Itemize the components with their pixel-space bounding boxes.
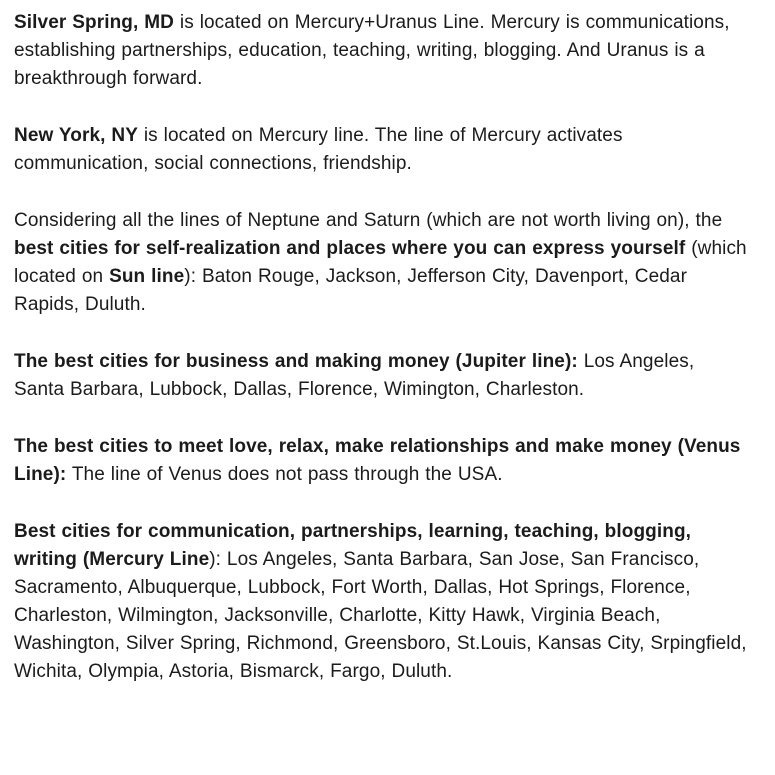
text-run: ): Baton Rouge, Jackson, Jefferson City, Davenport, Cedar Rapids, Duluth. <box>14 266 688 315</box>
paragraph <box>14 207 749 319</box>
text-run: The line of Venus does not pass through the USA. <box>66 464 503 485</box>
text-run: Los Angeles, Santa Barbara, Lubbock, Dallas, Florence, Wimington, Charleston. <box>14 351 695 400</box>
text-run-bold: The best cities to meet love, relax, make relationships and make money (Venus Line): <box>14 436 741 485</box>
text-run-bold: best cities for self-realization and places where you can express yourself <box>14 238 686 259</box>
text-run: is located on Mercury line. The line of Mercury activates communication, social connections, friendship. <box>14 125 623 174</box>
text-run: Considering all the lines of Neptune and Saturn (which are not worth living on), the <box>14 210 723 231</box>
text-run: ): Los Angeles, Santa Barbara, San Jose, San Francisco, Sacramento, Albuquerque, Lubbock, Fort Worth, Dallas, Hot Springs, Florence, Charleston, Wilmington, Jacksonville, Charlotte, Kitty Hawk, Virginia Beach, Washington, Silver Spring, Richmond, Greensboro, St.Louis, Kansas City, Srpingfield, Wichita, Olympia, Astoria, Bismarck, Fargo, Duluth. <box>14 549 747 682</box>
paragraph <box>14 433 749 489</box>
paragraph <box>14 348 749 404</box>
text-run-bold: The best cities for business and making money (Jupiter line): <box>14 351 578 372</box>
text-run: is located on Mercury+Uranus Line. Mercury is communications, establishing partnerships, education, teaching, writing, blogging. And Uranus is a breakthrough forward. <box>14 12 730 89</box>
text-run-bold: New York, NY <box>14 125 138 146</box>
text-run-bold: Best cities for communication, partnerships, learning, teaching, blogging, writing (Mercury Line <box>14 521 692 570</box>
text-run: (which located on <box>14 238 747 287</box>
paragraph <box>14 122 749 178</box>
text-run-bold: Silver Spring, MD <box>14 12 175 33</box>
paragraph <box>14 9 749 93</box>
text-run-bold: Sun line <box>109 266 185 287</box>
paragraph <box>14 518 749 686</box>
